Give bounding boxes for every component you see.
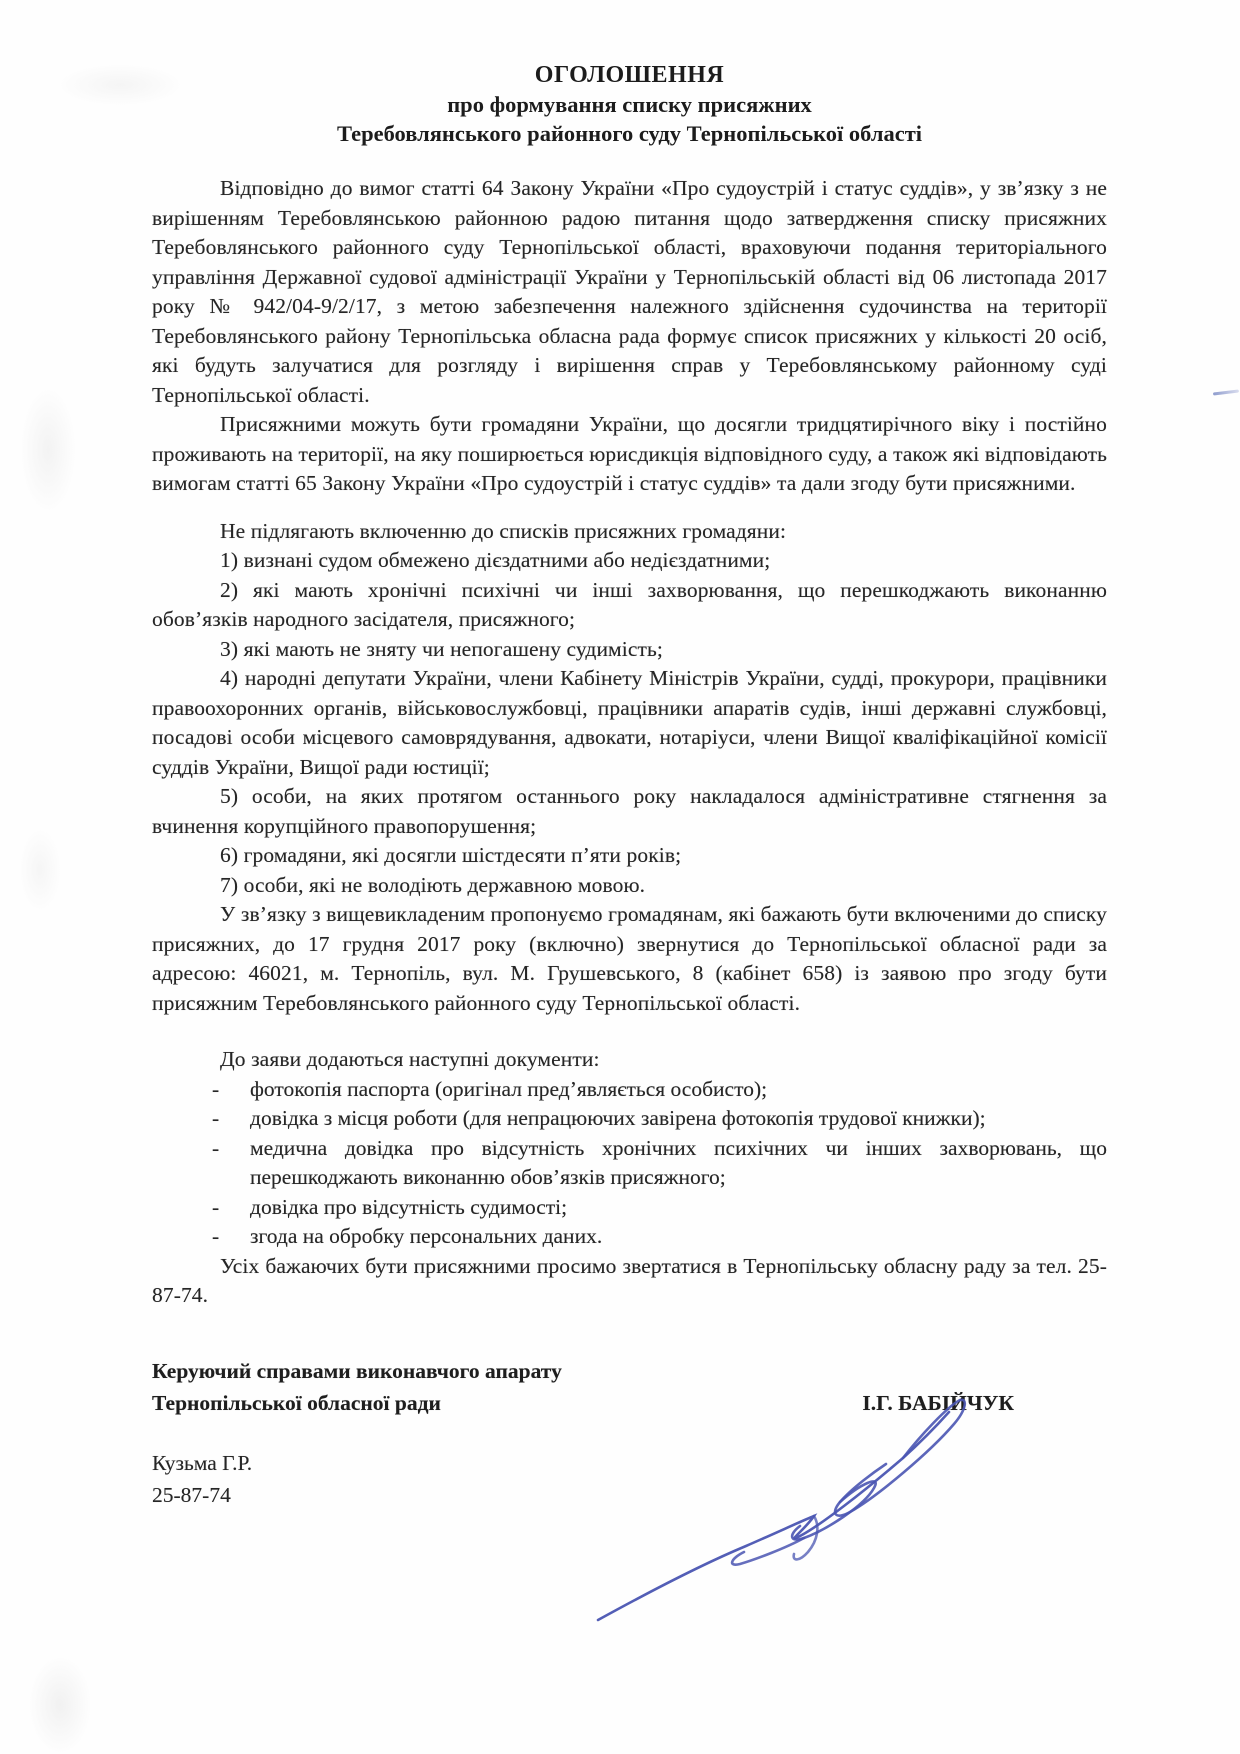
document-item-text: фотокопія паспорта (оригінал пред’являється особисто); (250, 1076, 768, 1101)
executor-phone: 25-87-74 (152, 1482, 231, 1507)
title-line-2: про формування списку присяжних (447, 92, 812, 117)
document-item (152, 1134, 1107, 1193)
exclusion-item-6: 6) громадяни, які досягли шістдесяти п’яти років; (220, 843, 682, 867)
paragraph-contact: Усіх бажаючих бути присяжними просимо звертатися в Тернопільську обласну раду за тел. 25-87-74. (152, 1253, 1107, 1307)
paragraph-legal-basis: Відповідно до вимог статті 64 Закону України «Про судоустрій і статус суддів», у зв’язку з не вирішенням Теребовлянською районною радою питання щодо затвердження списку присяжних Теребовлянського районного суду Тернопільської області, враховуючи подання територіального управління Державної судової адміністрації України у Тернопільській області від 06 листопада 2017 року № 942/04-9/2/17, з метою забезпечення належного здійснення судочинства на території Теребовлянського району Тернопільська обласна рада формує список присяжних у кількості 20 осіб, які будуть залучатися для розгляду і вирішення справ у Теребовлянському районному суді Тернопільської області. (152, 176, 1107, 407)
exclusions-intro: Не підлягають включенню до списків присяжних громадяни: (220, 518, 787, 543)
document-item-text: згода на обробку персональних даних. (250, 1224, 603, 1248)
handwritten-signature-icon (568, 1388, 978, 1638)
exclusion-item-7: 7) особи, які не володіють державною мовою. (220, 872, 646, 897)
list-dash: - (212, 1194, 220, 1219)
documents-section (152, 1045, 1107, 1252)
signer-position-line-2: Тернопільської обласної ради (152, 1390, 441, 1415)
list-dash: - (212, 1076, 220, 1101)
documents-intro: До заяви додаються наступні документи: (220, 1047, 600, 1071)
signer-name: І.Г. БАБІЙЧУК (862, 1390, 1014, 1415)
exclusion-item-5: 5) особи, на яких протягом останнього року накладалося адміністративне стягнення за вчинення корупційного правопорушення; (152, 784, 1107, 838)
exclusions-section (152, 517, 1107, 901)
exclusion-item-3: 3) які мають не зняту чи непогашену судимість; (220, 636, 663, 661)
exclusion-item-2: 2) які мають хронічні психічні чи інші захворювання, що перешкоджають виконанню обов’язків народного засідателя, присяжного; (152, 577, 1107, 631)
document-item (152, 1193, 1107, 1223)
pen-mark-artifact (1213, 389, 1239, 395)
signer-position (152, 1355, 562, 1419)
list-dash: - (212, 1135, 220, 1160)
document-item-text: довідка про відсутність судимості; (250, 1194, 568, 1219)
list-dash: - (212, 1106, 220, 1130)
exclusion-item-4: 4) народні депутати України, члени Кабінету Міністрів України, судді, прокурори, працівники правоохоронних органів, військовослужбовці, працівники апаратів судів, інші державні службовці, посадові особи місцевого самоврядування, адвокати, нотаріуси, члени Вищої кваліфікаційної комісії суддів України, Вищої ради юстиції; (152, 666, 1107, 779)
document-item-text: медична довідка про відсутність хронічних психічних чи інших захворювань, що перешкоджають виконанню обов’язків присяжного; (250, 1135, 1107, 1189)
title-line-1: ОГОЛОШЕННЯ (534, 62, 725, 88)
document-title (152, 60, 1107, 148)
title-line-3: Теребовлянського районного суду Тернопільської області (336, 121, 923, 146)
exclusion-item-1: 1) визнані судом обмежено дієздатними або недієздатними; (220, 548, 771, 572)
document-item (152, 1075, 1107, 1105)
list-dash: - (212, 1224, 220, 1248)
signature-block (152, 1355, 1107, 1419)
executor-name: Кузьма Г.Р. (152, 1450, 253, 1475)
paragraph-application: У зв’язку з вищевикладеним пропонуємо громадянам, які бажають бути включеними до списку присяжних, до 17 грудня 2017 року (включно) звернутися до Тернопільської обласної ради за адресою: 46021, м. Тернопіль, вул. М. Грушевського, 8 (кабінет 658) із заявою про згоду бути присяжним Теребовлянського районного суду Тернопільської області. (152, 902, 1107, 1015)
document-item (152, 1104, 1107, 1134)
executor-block (152, 1447, 1107, 1511)
paragraph-eligibility: Присяжними можуть бути громадяни України, що досягли тридцятирічного віку і постійно проживають на території, на яку поширюється юрисдикція відповідного суду, а також які відповідають вимогам статті 65 Закону України «Про судоустрій і статус суддів» та дали згоду бути присяжними. (152, 412, 1107, 495)
document-item-text: довідка з місця роботи (для непрацюючих завірена фотокопія трудової книжки); (250, 1106, 986, 1130)
document-item (152, 1222, 1107, 1252)
signer-position-line-1: Керуючий справами виконавчого апарату (152, 1358, 562, 1383)
